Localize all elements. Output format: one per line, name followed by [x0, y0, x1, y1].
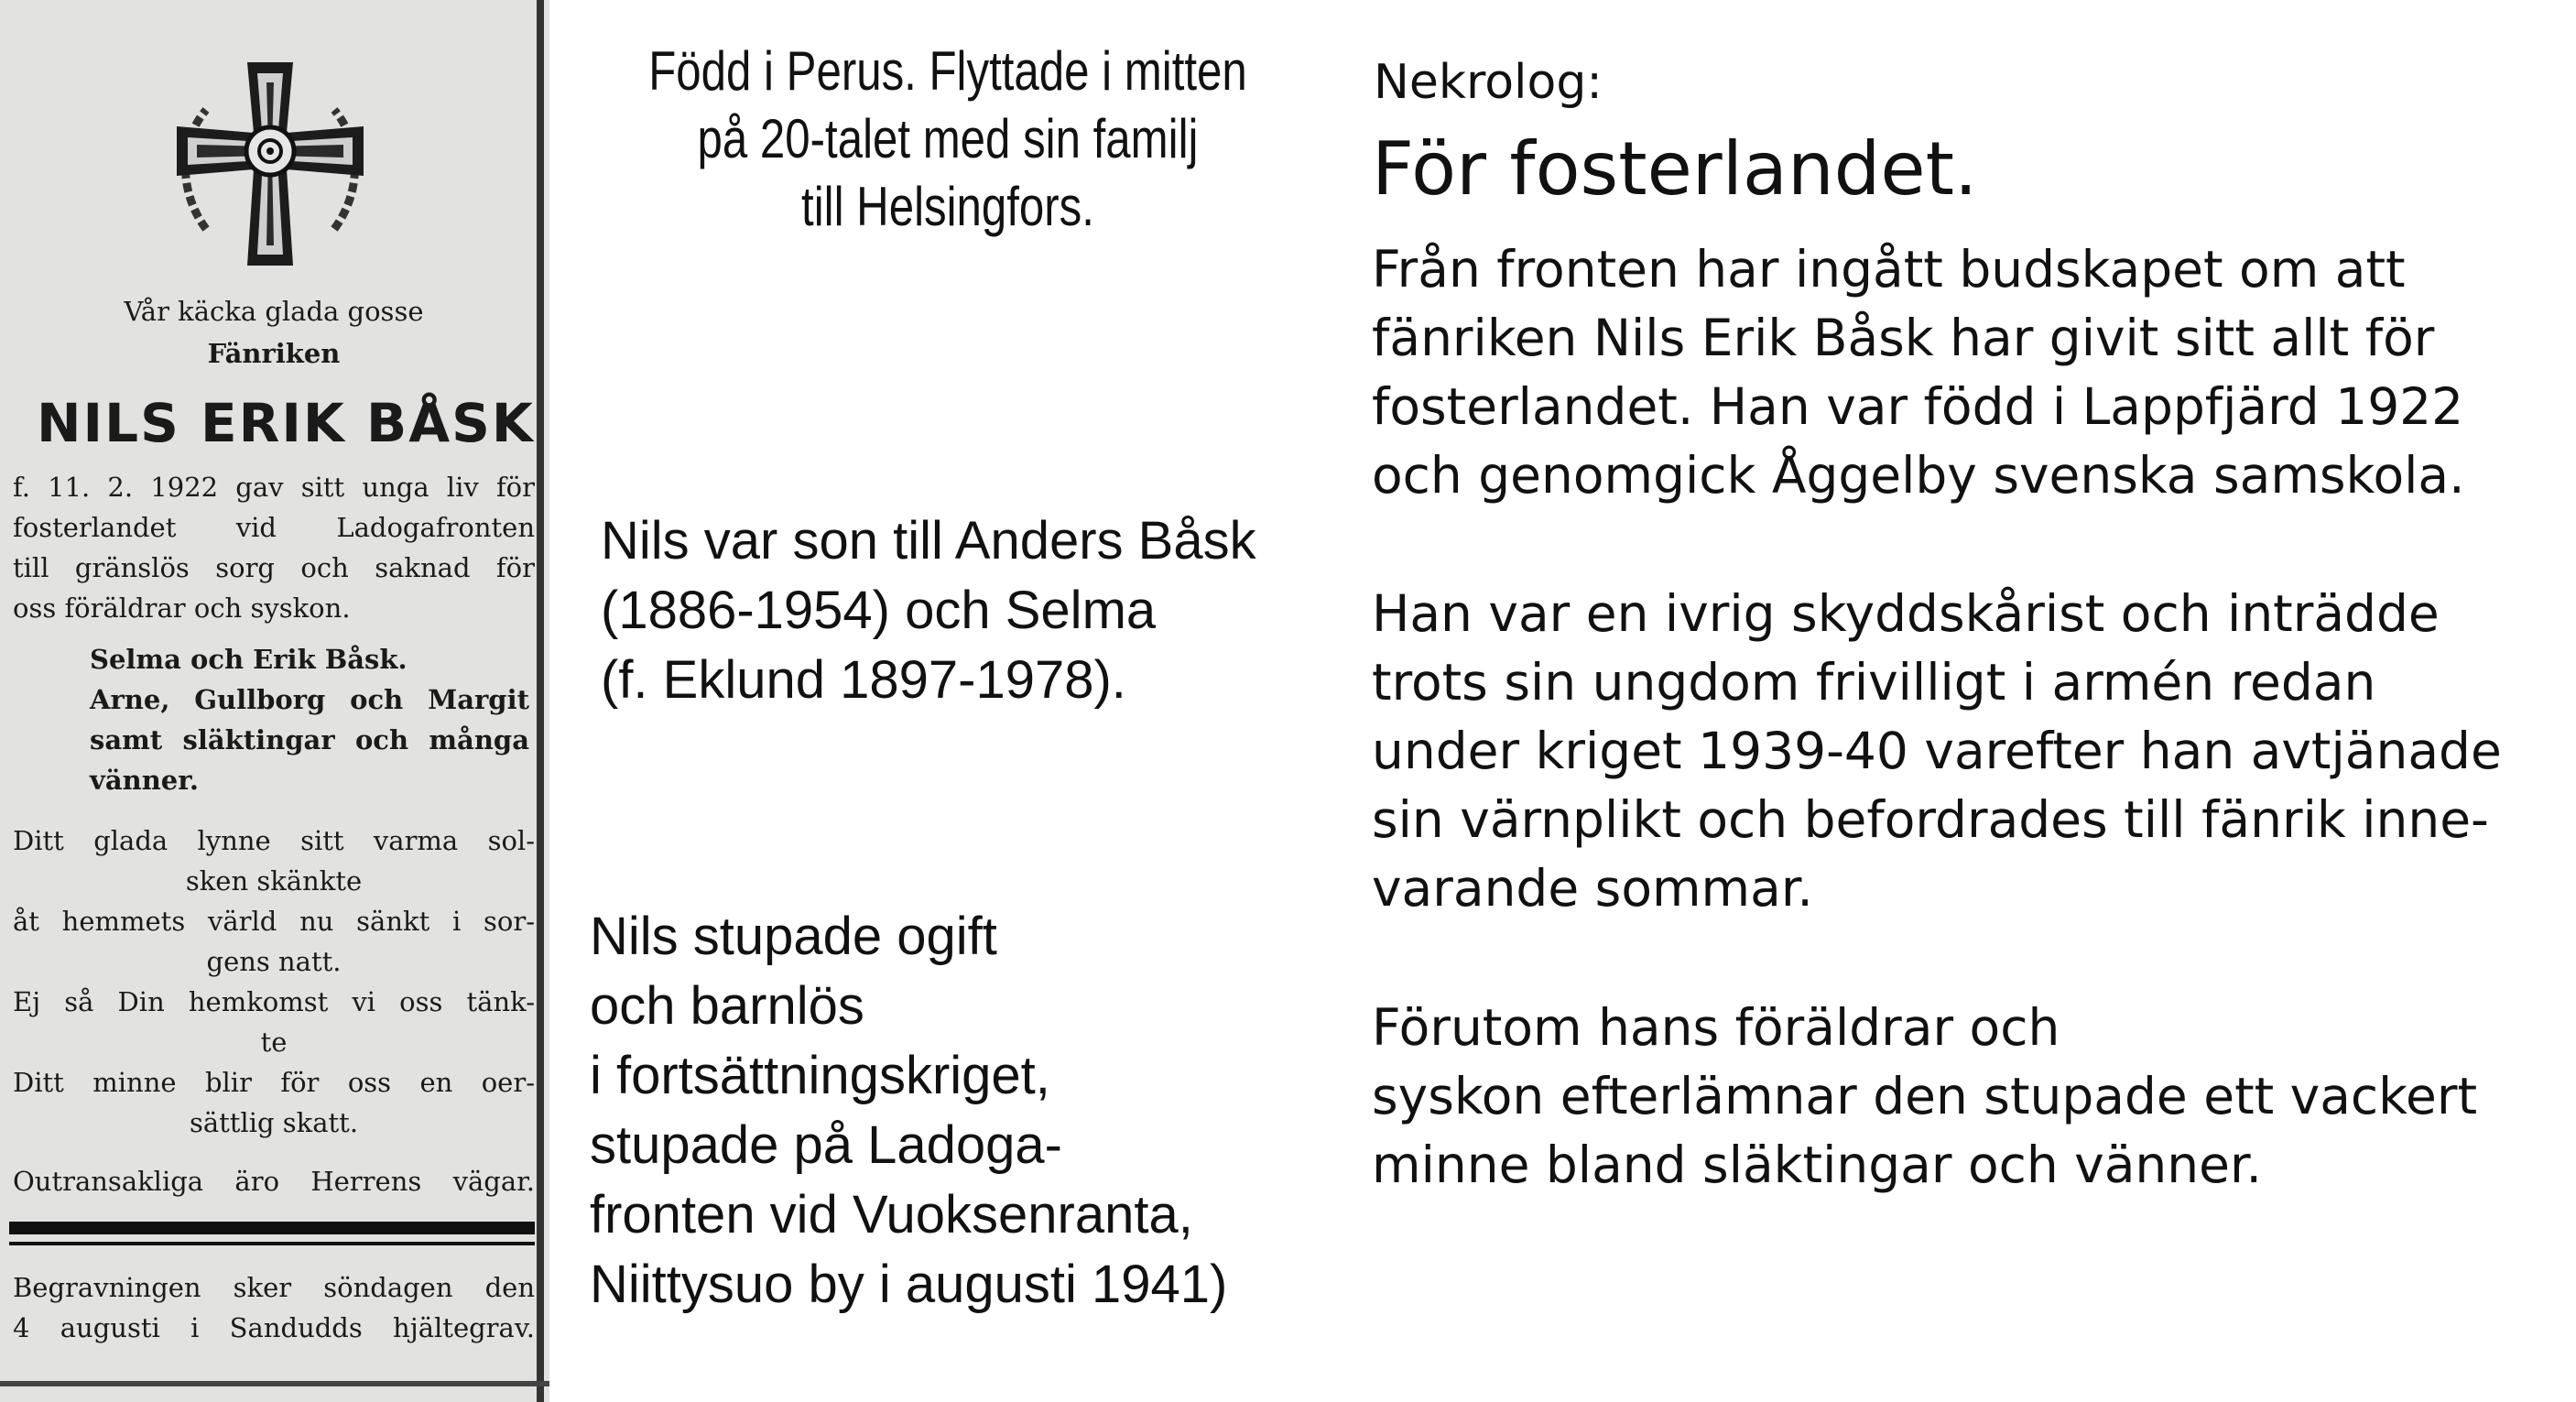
clipping-family-line: vänner.: [90, 765, 199, 796]
clipping-divider: [9, 1222, 535, 1234]
obituary-line: Han var en ivrig skyddskårist och inträdde: [1372, 584, 2440, 643]
clipping-poem-line: sken skänkte: [185, 865, 363, 897]
clipping-body-line: fosterlandet vid Ladogafronten: [13, 512, 535, 543]
birth-info-line: Född i Perus. Flyttade i mitten: [648, 40, 1247, 102]
death-info-line: och barnlös: [590, 976, 864, 1036]
death-info-line: i fortsättningskriget,: [590, 1046, 1050, 1105]
birth-info: [559, 40, 1337, 247]
clipping-body-line: f. 11. 2. 1922 gav sitt unga liv för: [13, 472, 535, 503]
obituary-line: trots sin ungdom frivilligt i armén redan: [1372, 653, 2376, 712]
death-notice-clipping: [0, 0, 549, 1402]
death-info-line: Nils stupade ogift: [590, 907, 997, 966]
obituary-line: Förutom hans föräldrar och: [1372, 998, 2060, 1057]
parents-info-line: (f. Eklund 1897-1978).: [601, 650, 1126, 710]
obituary-line: varande sommar.: [1372, 859, 1813, 918]
clipping-intro: Vår käcka glada gosse: [124, 296, 424, 327]
clipping-body-line: oss föräldrar och syskon.: [13, 592, 351, 624]
obituary-line: Från fronten har ingått budskapet om att: [1372, 240, 2406, 299]
parents-info-line: Nils var son till Anders Båsk: [601, 511, 1256, 571]
clipping-family-line: samt släktingar och många: [90, 724, 529, 755]
birth-info-line: till Helsingfors.: [801, 176, 1094, 237]
obituary-line: sin värnplikt och befordrades till fänrik inne-: [1372, 790, 2489, 849]
clipping-rank: Fänriken: [207, 338, 341, 369]
clipping-family-line: Selma och Erik Båsk.: [90, 644, 408, 675]
death-info-line: Niittysuo by i augusti 1941): [590, 1255, 1228, 1314]
clipping-edge: [537, 0, 544, 1402]
obituary-label: Nekrolog:: [1374, 55, 1603, 110]
obituary-line: syskon efterlämnar den stupade ett vackert: [1372, 1067, 2478, 1125]
clipping-edge: [0, 1381, 549, 1386]
death-info-line: fronten vid Vuoksenranta,: [590, 1185, 1193, 1244]
clipping-poem-line: te: [260, 1027, 288, 1058]
clipping-poem-line: Ditt glada lynne sitt varma sol-: [13, 825, 535, 856]
birth-info-line: på 20-talet med sin familj: [697, 108, 1199, 169]
obituary-line: under kriget 1939-40 varefter han avtjänade: [1372, 722, 2502, 780]
clipping-poem-line: Ej så Din hemkomst vi oss tänk-: [13, 986, 535, 1017]
death-info-line: stupade på Ladoga-: [590, 1115, 1062, 1175]
clipping-poem-line: Ditt minne blir för oss en oer-: [13, 1067, 535, 1098]
obituary-line: fänriken Nils Erik Båsk har givit sitt allt för: [1372, 309, 2435, 367]
clipping-family-line: Arne, Gullborg och Margit: [90, 684, 529, 715]
parents-info-line: (1886-1954) och Selma: [601, 581, 1157, 640]
clipping-poem-line: åt hemmets värld nu sänkt i sor-: [13, 906, 535, 937]
obituary-line: minne bland släktingar och vänner.: [1372, 1136, 2263, 1194]
clipping-poem-line: gens natt.: [206, 946, 342, 977]
clipping-burial-line: Begravningen sker söndagen den: [13, 1272, 535, 1303]
clipping-burial-line: 4 augusti i Sandudds hjältegrav.: [13, 1312, 535, 1343]
cross-icon: [169, 55, 371, 275]
clipping-closing: Outransakliga äro Herrens vägar.: [13, 1166, 535, 1197]
obituary-title: För fosterlandet.: [1372, 126, 1978, 212]
obituary-line: fosterlandet. Han var född i Lappfjärd 1922: [1372, 377, 2464, 436]
clipping-poem-line: sättlig skatt.: [189, 1107, 359, 1138]
clipping-name: NILS ERIK BÅSK: [37, 392, 535, 454]
clipping-divider: [9, 1242, 535, 1245]
clipping-body-line: till gränslös sorg och saknad för: [13, 552, 535, 583]
obituary-line: och genomgick Åggelby svenska samskola.: [1372, 446, 2465, 505]
